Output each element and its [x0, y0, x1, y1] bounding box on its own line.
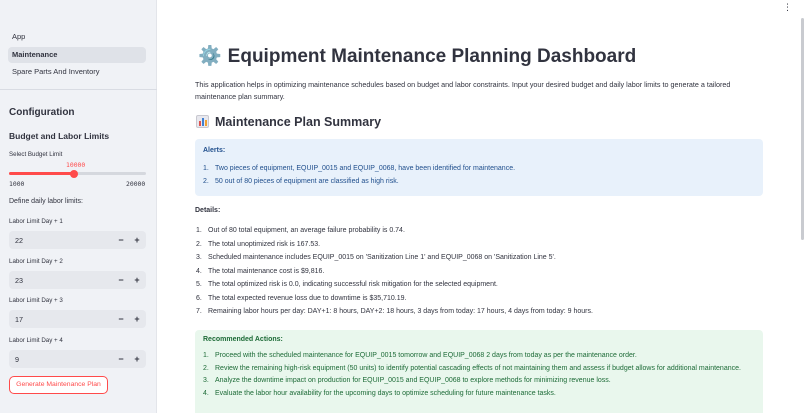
alerts-box — [195, 139, 763, 196]
configuration-heading: Configuration — [9, 107, 75, 118]
summary-heading-text: Maintenance Plan Summary — [215, 115, 382, 129]
main-menu-icon[interactable]: ⋮ — [783, 2, 792, 12]
labor-limit-day-4-input[interactable] — [9, 350, 146, 368]
budget-slider-track[interactable] — [9, 172, 146, 175]
decrement-button[interactable]: − — [118, 235, 124, 245]
budget-slider-min: 1000 — [9, 180, 25, 188]
increment-button[interactable]: + — [134, 235, 140, 245]
list-item: 4. Evaluate the labor hour availability for the upcoming days to optimize scheduling for future maintenance tasks. — [203, 389, 556, 397]
scrollbar[interactable] — [801, 18, 804, 240]
alerts-list — [203, 162, 755, 188]
increment-button[interactable]: + — [134, 314, 140, 324]
labor-limits-heading: Define daily labor limits: — [9, 198, 83, 205]
labor-limit-day-1-input[interactable] — [9, 231, 146, 249]
details-list — [196, 224, 766, 319]
recommended-actions-list — [203, 350, 755, 400]
list-item: 7. Remaining labor hours per day: DAY+1: 8 hours, DAY+2: 18 hours, 3 days from today: 17 hours, 4 days from today: 9 hours. — [196, 308, 593, 315]
list-item: 4. The total maintenance cost is $9,816. — [196, 267, 325, 275]
list-item: 1. Proceed with the scheduled maintenance for EQUIP_0015 tomorrow and EQUIP_0068 2 days from today as per the maintenance order. — [203, 352, 637, 359]
labor-limit-day-1-value[interactable]: 22 — [15, 236, 23, 245]
list-item: 1. Out of 80 total equipment, an average failure probability is 0.74. — [196, 227, 405, 234]
list-item: 2. Review the remaining high-risk equipment (50 units) to identify potential cascading effects of not maintaining them and assess if budget allows for additional maintenance. — [203, 364, 741, 372]
nav-item-app[interactable]: App — [12, 32, 26, 41]
alerts-heading: Alerts: — [203, 147, 226, 154]
labor-limit-day-2-input[interactable] — [9, 271, 146, 289]
budget-slider-thumb[interactable] — [70, 170, 78, 178]
intro-text: This application helps in optimizing maintenance schedules based on budget and labor constraints. Input your desired budget and daily labor limits to generate a tailored maintenance plan summary. — [195, 80, 731, 101]
list-item: 1. Two pieces of equipment, EQUIP_0015 and EQUIP_0068, have been identified for maintenance. — [203, 165, 516, 172]
increment-button[interactable]: + — [134, 354, 140, 364]
details-heading: Details: — [195, 207, 221, 214]
labor-limit-day-3-input[interactable] — [9, 310, 146, 328]
labor-limit-day-3-label: Labor Limit Day + 3 — [9, 297, 63, 304]
labor-limit-day-1-label: Labor Limit Day + 1 — [9, 218, 63, 225]
list-item: 3. Scheduled maintenance includes EQUIP_0015 on 'Sanitization Line 1' and EQUIP_0068 on 'Sanitization Line 5'. — [196, 254, 556, 261]
recommended-actions-box — [195, 330, 763, 413]
labor-limit-day-4-label: Labor Limit Day + 4 — [9, 337, 63, 344]
sidebar — [0, 0, 157, 413]
labor-limit-day-2 — [9, 258, 146, 289]
labor-limit-day-4-value[interactable]: 9 — [15, 355, 19, 364]
nav-item-maintenance[interactable]: Maintenance — [8, 47, 146, 63]
summary-heading — [196, 115, 381, 129]
list-item: 2. The total unoptimized risk is 167.53. — [196, 240, 321, 248]
budget-slider-label: Select Budget Limit — [9, 151, 63, 158]
labor-limit-day-3 — [9, 297, 146, 328]
labor-limit-day-1 — [9, 218, 146, 249]
list-item: 5. The total optimized risk is 0.0, indicating successful risk mitigation for the selected equipment. — [196, 281, 498, 288]
budget-labor-heading: Budget and Labor Limits — [9, 131, 110, 141]
list-item: 3. Analyze the downtime impact on production for EQUIP_0015 and EQUIP_0068 to explore methods for minimizing revenue loss. — [203, 377, 611, 384]
recommended-actions-heading: Recommended Actions: — [203, 336, 283, 343]
labor-limit-day-4 — [9, 337, 146, 368]
increment-button[interactable]: + — [134, 275, 140, 285]
budget-slider-value: 10000 — [66, 161, 86, 169]
decrement-button[interactable]: − — [118, 275, 124, 285]
generate-plan-button[interactable]: Generate Maintenance Plan — [9, 376, 108, 394]
bar-chart-icon — [196, 115, 209, 128]
nav-item-spare-parts[interactable]: Spare Parts And Inventory — [12, 67, 100, 76]
labor-limit-day-2-label: Labor Limit Day + 2 — [9, 258, 63, 265]
gear-icon: ⚙️ — [198, 46, 222, 67]
labor-limit-day-2-value[interactable]: 23 — [15, 276, 23, 285]
sidebar-divider — [0, 89, 157, 90]
sidebar-nav — [8, 29, 146, 82]
labor-limit-day-3-value[interactable]: 17 — [15, 315, 23, 324]
budget-slider-fill — [9, 172, 74, 175]
list-item: 2. 50 out of 80 pieces of equipment are classified as high risk. — [203, 178, 399, 185]
page-title — [198, 44, 636, 68]
decrement-button[interactable]: − — [118, 354, 124, 364]
list-item: 6. The total expected revenue loss due to downtime is $35,710.19. — [196, 294, 407, 302]
page-title-text: Equipment Maintenance Planning Dashboard — [227, 46, 637, 67]
decrement-button[interactable]: − — [118, 314, 124, 324]
budget-slider-max: 20000 — [126, 180, 146, 188]
